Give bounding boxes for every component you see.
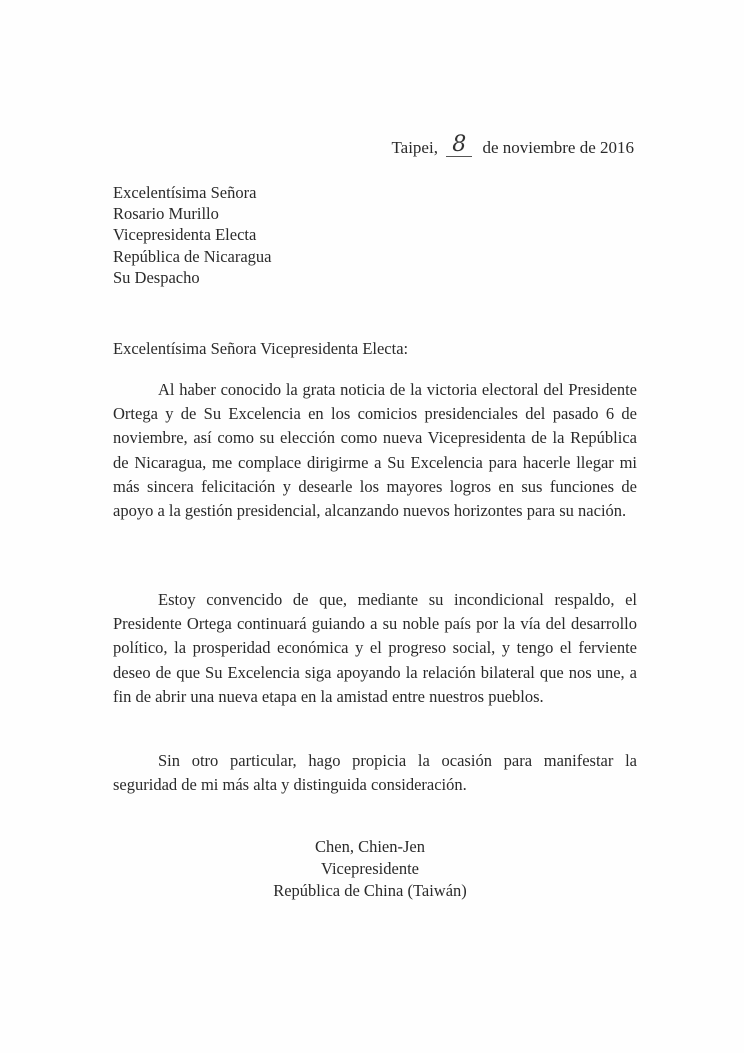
date-day-handwritten: 8 bbox=[446, 134, 472, 157]
date-line bbox=[391, 134, 634, 162]
body-paragraph-2: Estoy convencido de que, mediante su incondicional respaldo, el Presidente Ortega continuará guiando a su noble país por la vía del desarrollo político, la prosperidad económica y el progreso social, y tengo el ferviente deseo de que Su Excelencia siga apoyando la relación bilateral que nos une, a fin de abrir una nueva etapa en la amistad entre nuestros pueblos. bbox=[113, 590, 637, 706]
signatory-position: Vicepresidente bbox=[321, 859, 419, 879]
recipient-office: Su Despacho bbox=[113, 267, 200, 287]
signatory-country: República de China (Taiwán) bbox=[273, 881, 467, 901]
recipient-block bbox=[113, 182, 272, 288]
date-month-year: de noviembre de 2016 bbox=[482, 138, 634, 157]
recipient-country: República de Nicaragua bbox=[113, 246, 272, 266]
signature-block bbox=[270, 836, 470, 903]
recipient-position: Vicepresidenta Electa bbox=[113, 225, 257, 245]
salutation: Excelentísima Señora Vicepresidenta Electa: bbox=[113, 339, 409, 358]
recipient-title: Excelentísima Señora bbox=[113, 183, 257, 202]
body-paragraph-1: Al haber conocido la grata noticia de la victoria electoral del Presidente Ortega y de Su Excelencia en los comicios presidenciales del pasado 6 de noviembre, así como su elección como nueva Vicepresidenta de la República de Nicaragua, me complace dirigirme a Su Excelencia para hacerle llegar mi más sincera felicitación y desearle los mayores logros en sus funciones de apoyo a la gestión presidencial, alcanzando nuevos horizontes para su nación. bbox=[113, 380, 637, 521]
signatory-name: Chen, Chien-Jen bbox=[315, 837, 425, 856]
recipient-name: Rosario Murillo bbox=[113, 204, 219, 224]
date-place: Taipei, bbox=[391, 138, 438, 157]
closing-paragraph: Sin otro particular, hago propicia la ocasión para manifestar la seguridad de mi más alta y distinguida consideración. bbox=[113, 751, 637, 795]
